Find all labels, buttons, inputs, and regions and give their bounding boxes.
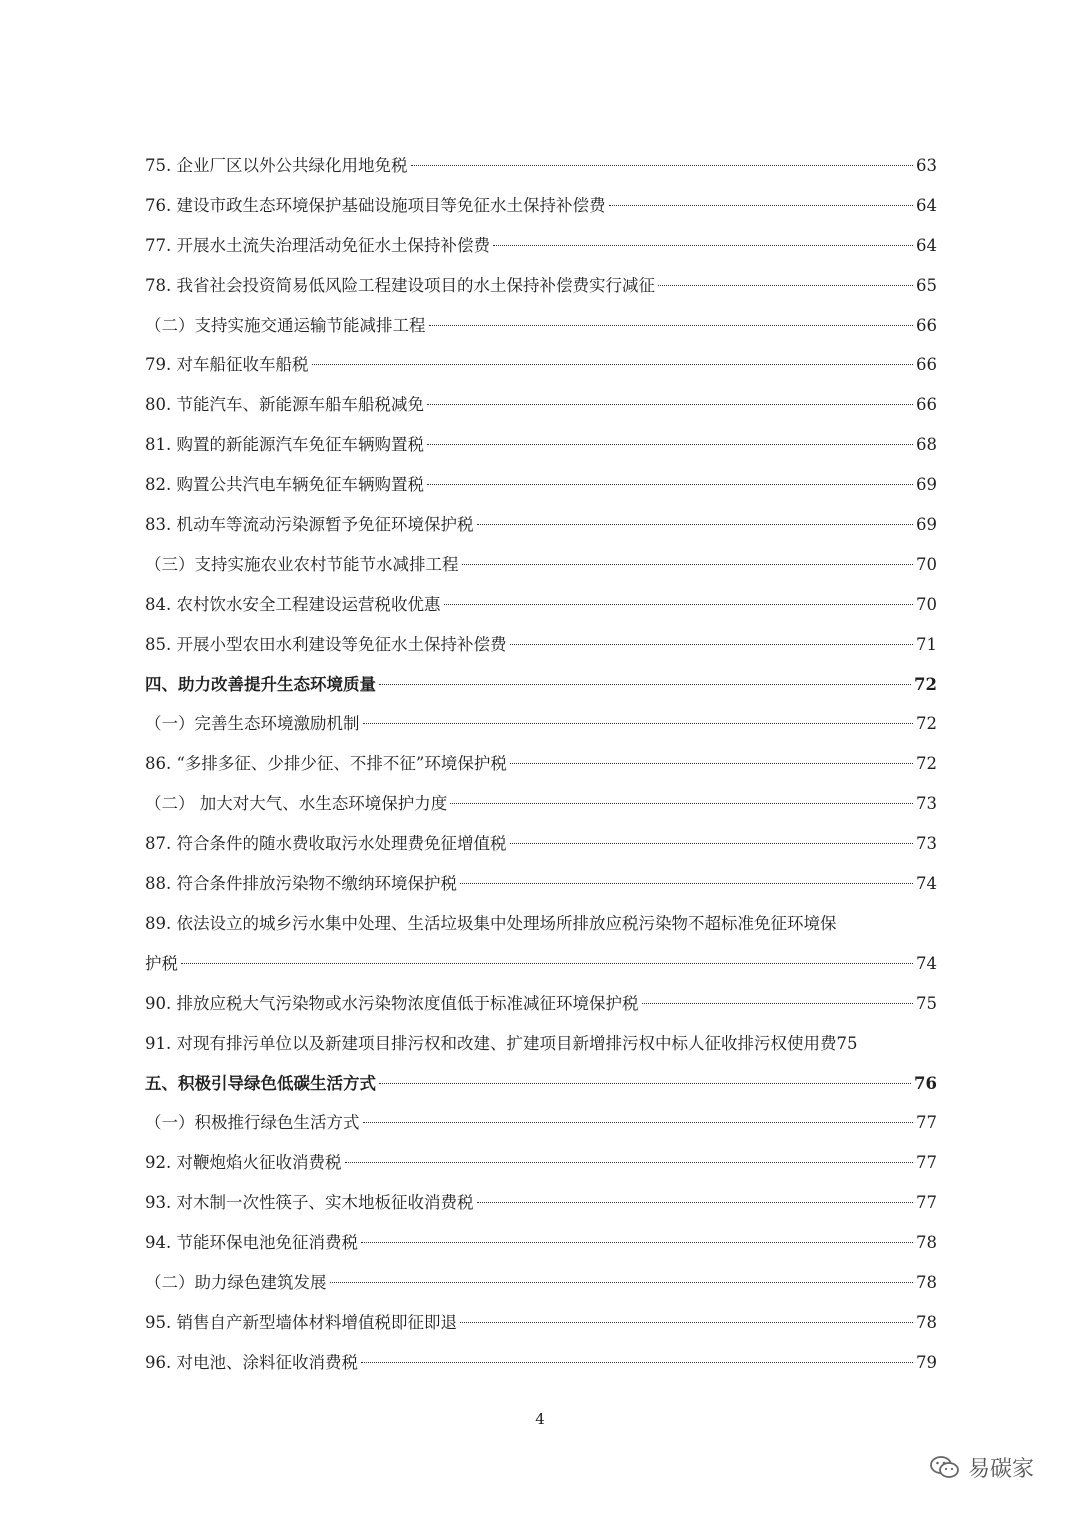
toc-entry-page: 63: [916, 156, 937, 175]
toc-entry-page: 70: [916, 594, 937, 614]
toc-entry-page: 75: [916, 993, 937, 1013]
toc-entry-title: 87. 符合条件的随水费收取污水处理费免征增值税: [145, 834, 507, 854]
toc-entry-page: 74: [916, 953, 937, 973]
toc-entry-title: 94. 节能环保电池免征消费税: [145, 1233, 358, 1253]
dot-leader: [411, 165, 914, 166]
toc-entry: [145, 625, 937, 665]
dot-leader: [460, 883, 913, 884]
toc-entry-page: 65: [916, 275, 937, 295]
dot-leader: [427, 484, 913, 485]
toc-entry: [145, 1143, 937, 1183]
toc-entry-page: 75: [836, 1033, 858, 1053]
toc-entry-title: 79. 对车船征收车船税: [145, 355, 309, 375]
toc-entry-page: 78: [916, 1272, 937, 1292]
toc-entry-page: 74: [916, 874, 937, 894]
toc-entry: [145, 1024, 937, 1064]
toc-entry-title: 84. 农村饮水安全工程建设运营税收优惠: [145, 594, 441, 614]
dot-leader: [510, 843, 914, 844]
dot-leader: [460, 1322, 913, 1323]
toc-entry-page: 72: [916, 714, 937, 734]
watermark: [930, 1452, 1034, 1483]
dot-leader: [429, 325, 914, 326]
toc-entry: [145, 505, 937, 545]
toc-entry-page: 64: [916, 195, 937, 215]
toc-entry-page: 79: [916, 1352, 937, 1372]
toc-entry-page: 73: [916, 794, 937, 814]
watermark-text: 易碳家: [968, 1457, 1035, 1482]
dot-leader: [462, 564, 914, 565]
toc-entry: [145, 904, 937, 984]
toc-entry-page: 66: [916, 315, 937, 335]
dot-leader: [477, 524, 914, 525]
toc-entry-page: 78: [916, 1233, 937, 1253]
toc-entry-page: 69: [916, 475, 937, 495]
toc-entry-title: 五、积极引导绿色低碳生活方式: [145, 1073, 376, 1093]
toc-entry-page: 68: [916, 435, 937, 455]
toc-entry-title: 86. “多排多征、少排少征、不排不征”环境保护税: [145, 754, 507, 774]
toc-entry-page: 66: [916, 355, 937, 375]
toc-subsection: [145, 1103, 937, 1143]
dot-leader: [450, 803, 913, 804]
toc-subsection: [145, 704, 937, 744]
toc-entry-title: 93. 对木制一次性筷子、实木地板征收消费税: [145, 1193, 474, 1213]
toc-entry-page: 72: [916, 754, 937, 774]
dot-leader: [444, 604, 914, 605]
toc-entry-title: 四、助力改善提升生态环境质量: [145, 674, 376, 694]
toc-entry-page: 72: [914, 674, 937, 694]
toc-entry-title: 88. 符合条件排放污染物不缴纳环境保护税: [145, 874, 457, 894]
toc-section: [145, 1064, 937, 1104]
toc-entry-page: 76: [914, 1073, 937, 1093]
toc-entry: [145, 266, 937, 306]
toc-entry-page: 77: [916, 1113, 937, 1133]
dot-leader: [642, 1003, 914, 1004]
dot-leader: [493, 245, 913, 246]
toc-entry-title: 91. 对现有排污单位以及新建项目排污权和改建、扩建项目新增排污权中标人征收排污权使用费: [145, 1033, 837, 1053]
toc-entry: [145, 1303, 937, 1343]
toc-entry-title: （二）助力绿色建筑发展: [145, 1272, 327, 1292]
dot-leader: [330, 1282, 914, 1283]
toc-entry: [145, 146, 937, 186]
dot-leader: [361, 1362, 913, 1363]
toc-entry-title: 95. 销售自产新型墙体材料增值税即征即退: [145, 1312, 457, 1332]
toc-entry-title: 81. 购置的新能源汽车免征车辆购置税: [145, 435, 424, 455]
toc-entry-page: 77: [916, 1153, 937, 1173]
dot-leader: [361, 1242, 913, 1243]
dot-leader: [510, 763, 913, 764]
toc-subsection: [145, 784, 937, 824]
toc-section: [145, 665, 937, 705]
toc-entry-title: 83. 机动车等流动污染源暂予免征环境保护税: [145, 515, 474, 535]
toc-entry-title: 76. 建设市政生态环境保护基础设施项目等免征水土保持补偿费: [145, 195, 606, 215]
toc-entry-title: 78. 我省社会投资简易低风险工程建设项目的水土保持补偿费实行减征: [145, 275, 655, 295]
toc-entry: [145, 1223, 937, 1263]
dot-leader: [379, 684, 911, 685]
dot-leader: [363, 723, 914, 724]
toc-entry-page: 73: [916, 834, 937, 854]
toc-entry: [145, 744, 937, 784]
toc-entry-title: 80. 节能汽车、新能源车船车船税减免: [145, 395, 424, 415]
toc-entry: [145, 226, 937, 266]
toc-entry-title: 85. 开展小型农田水利建设等免征水土保持补偿费: [145, 634, 507, 654]
toc-entry-title: 89. 依法设立的城乡污水集中处理、生活垃圾集中处理场所排放应税污染物不超标准免征环境保: [145, 913, 837, 933]
toc-entry-title: 75. 企业厂区以外公共绿化用地免税: [145, 156, 408, 175]
dot-leader: [609, 205, 914, 206]
wechat-icon: [930, 1455, 960, 1481]
toc-entry: [145, 425, 937, 465]
toc-entry-page: 77: [916, 1193, 937, 1213]
toc-entry-title: （二） 加大对大气、水生态环境保护力度: [145, 794, 448, 814]
toc-entry: [145, 186, 937, 226]
toc-entry: [145, 984, 937, 1024]
toc-entry-title: 92. 对鞭炮焰火征收消费税: [145, 1153, 342, 1173]
dot-leader: [312, 364, 914, 365]
toc-entry-page: 69: [916, 515, 937, 535]
toc-entry-title: （三）支持实施农业农村节能节水减排工程: [145, 554, 459, 574]
toc-subsection: [145, 306, 937, 346]
toc-entry-title: 77. 开展水土流失治理活动免征水土保持补偿费: [145, 235, 490, 255]
toc-entry: [145, 585, 937, 625]
toc-entry: [145, 864, 937, 904]
toc-entry: [145, 385, 937, 425]
table-of-contents: [145, 146, 937, 1383]
toc-entry-title: 82. 购置公共汽电车辆免征车辆购置税: [145, 475, 424, 495]
toc-entry: [145, 1343, 937, 1383]
dot-leader: [658, 285, 913, 286]
toc-entry-page: 66: [916, 395, 937, 415]
dot-leader: [181, 963, 913, 964]
toc-entry: [145, 345, 937, 385]
dot-leader: [510, 644, 914, 645]
dot-leader: [427, 444, 913, 445]
dot-leader: [427, 404, 913, 405]
toc-subsection: [145, 1263, 937, 1303]
toc-entry-title: （二）支持实施交通运输节能减排工程: [145, 315, 426, 335]
toc-entry-title: 96. 对电池、涂料征收消费税: [145, 1352, 358, 1372]
toc-entry: [145, 465, 937, 505]
dot-leader: [379, 1083, 911, 1084]
toc-entry-title-continued: 护税: [145, 953, 178, 973]
toc-entry-page: 71: [916, 634, 937, 654]
toc-entry-page: 78: [916, 1312, 937, 1332]
dot-leader: [363, 1122, 914, 1123]
dot-leader: [345, 1162, 914, 1163]
toc-entry: [145, 824, 937, 864]
toc-entry-title: （一）积极推行绿色生活方式: [145, 1113, 360, 1133]
toc-entry-title: （一）完善生态环境激励机制: [145, 714, 360, 734]
toc-entry: [145, 1183, 937, 1223]
page-number: 4: [535, 1410, 545, 1428]
toc-entry-page: 64: [916, 235, 937, 255]
toc-entry-page: 70: [916, 554, 937, 574]
dot-leader: [477, 1202, 914, 1203]
toc-entry-title: 90. 排放应税大气污染物或水污染物浓度值低于标准减征环境保护税: [145, 993, 639, 1013]
toc-subsection: [145, 545, 937, 585]
